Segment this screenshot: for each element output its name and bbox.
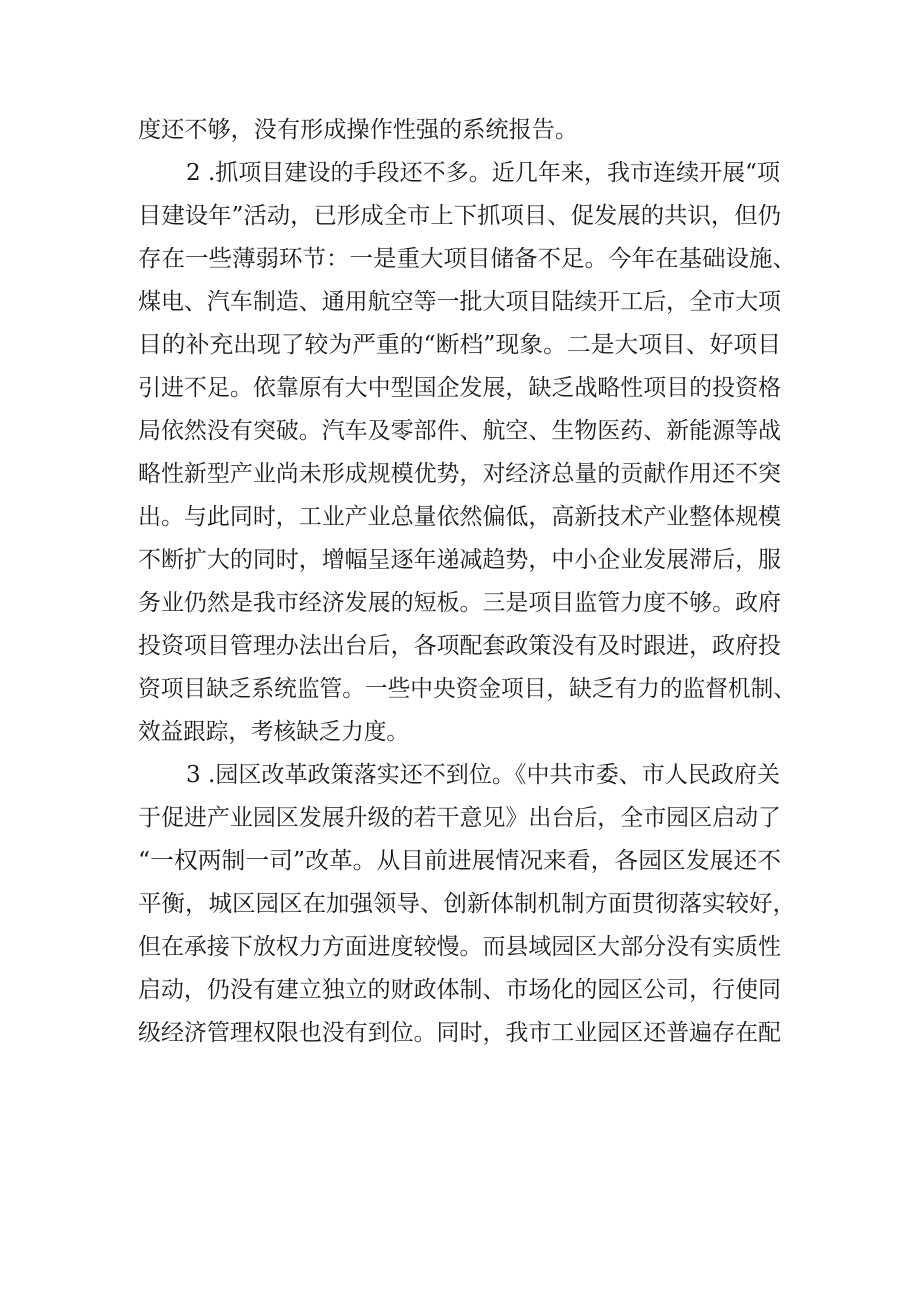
text-line	[0, 108, 920, 152]
text-line-content: 引进不足。依靠原有大中型国企发展，缺乏战略性项目的投资格	[138, 375, 781, 401]
text-line-content: 效益跟踪，考核缺乏力度。	[138, 719, 409, 745]
text-line-content: 资项目缺乏系统监管。一些中央资金项目，缺乏有力的监督机制、	[138, 676, 796, 702]
text-line-content: 级经济管理权限也没有到位。同时，我市工业园区还普遍存在配	[138, 1020, 781, 1046]
text-line-content: 煤电、汽车制造、通用航空等一批大项目陆续开工后，全市大项	[138, 289, 781, 315]
text-line-content: 启动，仍没有建立独立的财政体制、市场化的园区公司，行使同	[138, 977, 781, 1003]
text-line-content: 局依然没有突破。汽车及零部件、航空、生物医药、新能源等战	[138, 418, 781, 444]
text-line	[0, 538, 920, 582]
text-line	[0, 323, 920, 367]
text-line-content: 存在一些薄弱环节：一是重大项目储备不足。今年在基础设施、	[138, 246, 796, 272]
text-line-content: 目的补充出现了较为严重的“断档”现象。二是大项目、好项目	[138, 332, 781, 358]
text-line	[0, 194, 920, 238]
text-line-content: 但在承接下放权力方面进度较慢。而县域园区大部分没有实质性	[138, 934, 781, 960]
text-line-content: 不断扩大的同时，增幅呈逐年递减趋势，中小企业发展滞后，服	[138, 547, 781, 573]
text-line	[0, 968, 920, 1012]
text-line	[0, 796, 920, 840]
text-line-content: 出。与此同时，工业产业总量依然偏低，高新技术产业整体规模	[138, 504, 781, 530]
text-line-content: 投资项目管理办法出台后，各项配套政策没有及时跟进，政府投	[138, 633, 781, 659]
text-line	[0, 710, 920, 754]
text-line	[0, 624, 920, 668]
text-line-content: 于促进产业园区发展升级的若干意见》出台后，全市园区启动了	[138, 805, 781, 831]
text-line	[0, 753, 920, 797]
text-line	[0, 882, 920, 926]
text-line-content: 务业仍然是我市经济发展的短板。三是项目监管力度不够。政府	[138, 590, 781, 616]
text-line	[0, 925, 920, 969]
text-line-content: 2 .抓项目建设的手段还不多。近几年来，我市连续开展“项	[186, 160, 780, 186]
text-line	[0, 839, 920, 883]
text-line-content: 目建设年”活动，已形成全市上下抓项目、促发展的共识，但仍	[138, 203, 781, 229]
text-line	[0, 667, 920, 711]
text-line-content: 平衡，城区园区在加强领导、创新体制机制方面贯彻落实较好，	[138, 891, 796, 917]
text-line-content: 度还不够，没有形成操作性强的系统报告。	[138, 117, 578, 143]
text-line	[0, 1011, 920, 1055]
text-line	[0, 581, 920, 625]
text-line	[0, 366, 920, 410]
text-line-content: 略性新型产业尚未形成规模优势，对经济总量的贡献作用还不突	[138, 461, 781, 487]
text-line	[0, 237, 920, 281]
text-line-content: 3 .园区改革政策落实还不到位。《中共市委、市人民政府关	[186, 762, 780, 788]
text-line	[0, 495, 920, 539]
text-line-content: “一权两制一司”改革。从目前进展情况来看，各园区发展还不	[138, 848, 781, 874]
text-line	[0, 452, 920, 496]
text-line	[0, 409, 920, 453]
text-line	[0, 280, 920, 324]
text-line	[0, 151, 920, 195]
